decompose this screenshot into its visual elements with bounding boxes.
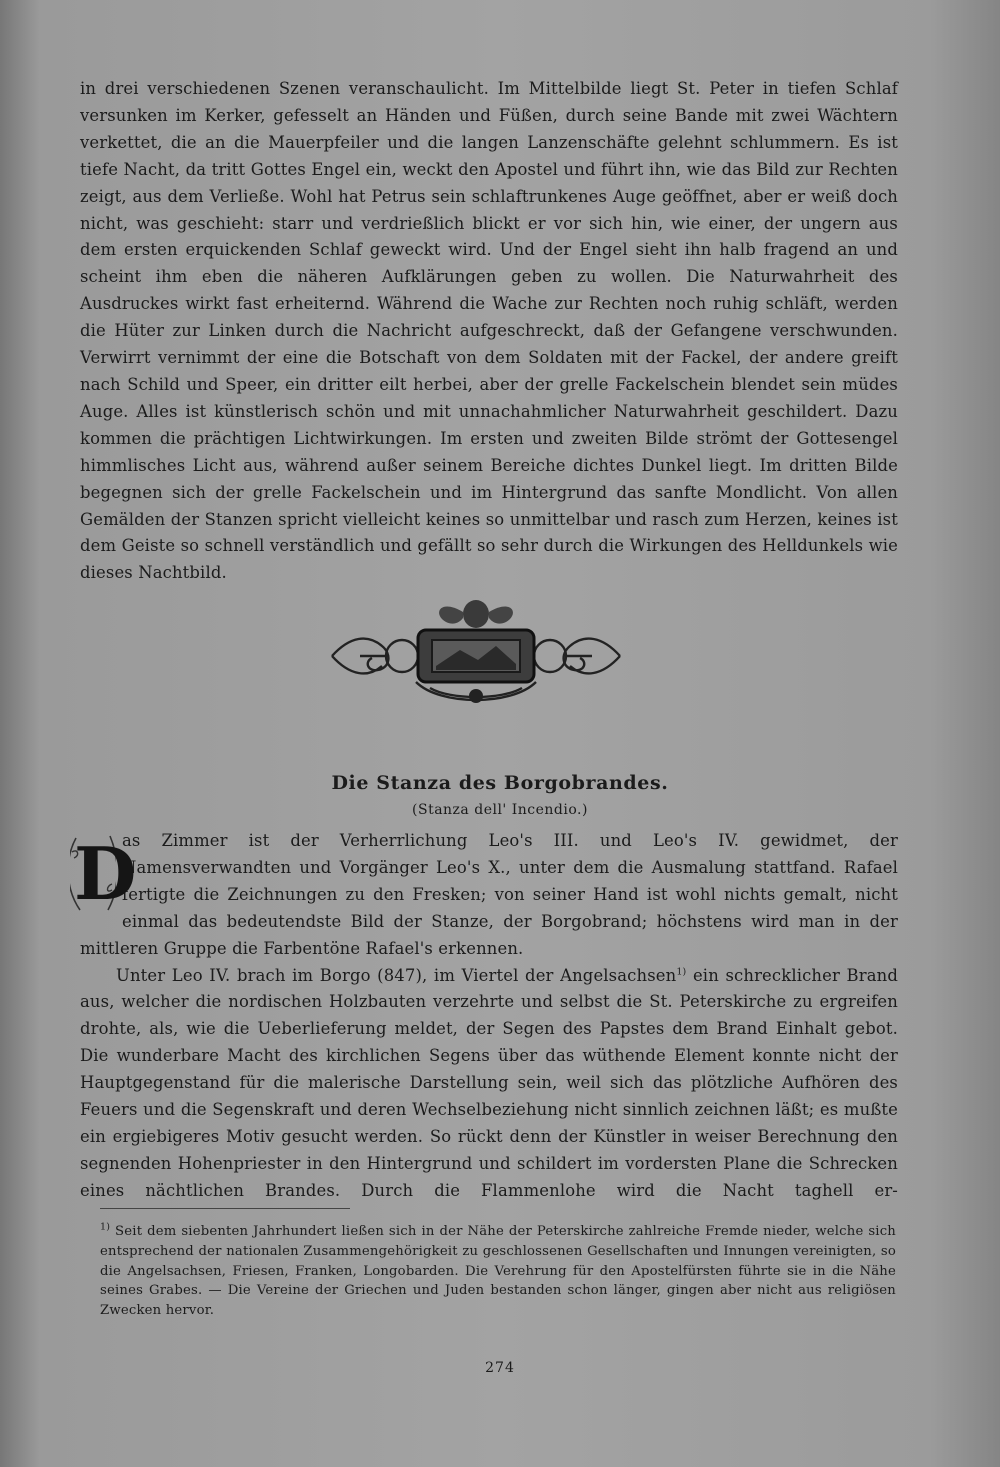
paragraph-borgo-fire (80, 963, 898, 1205)
footnote (100, 1222, 896, 1321)
decorated-initial-icon (70, 830, 137, 916)
footnote-divider (100, 1208, 350, 1209)
paragraph-room-dedication: as Zimmer ist der Verherrlichung Leo's III. und Leo's IV. gewidmet, der Namensverwandten und Vorgänger Leo's X., unter dem die Ausmalung stattfand. Rafael fertigte die Zeichnungen zu den Fresken; von seiner Hand ist wohl nichts gemalt, nicht einmal das bedeutendste Bild der Stanze, der Borgobrand; höchstens wird man in der mittleren Gruppe die Farbentöne Rafael's erkennen. (80, 831, 898, 958)
drop-cap-letter: D (74, 831, 137, 916)
footnote-number: 1) (100, 1221, 111, 1233)
paragraph-borgo-fire-rest: ein schrecklicher Brand aus, welcher die nordischen Holzbauten verzehrte und selbst die St. Peterskirche zu ergreifen drohte, als, wie die Ueberlieferung meldet, der Segen des Papstes dem Brand Einhalt gebot. Die wunderbare Macht des kirchlichen Segens über das wüthende Element konnte nicht der Hauptgegenstand für die malerische Darstellung sein, weil sich das plötzliche Aufhören des Feuers und die Segenskraft und deren Wechselbeziehung nicht sinnlich zeichnen läßt; es mußte ein ergiebigeres Motiv gesucht werden. So rückt denn der Künstler in weiser Berechnung den segnenden Hohenpriester in den Hintergrund und schildert im vordersten Plane die Schrecken eines nächtlichen Brandes. Durch die Flammenlohe wird die Nacht taghell er- (80, 965, 898, 1200)
text-column-bottom (74, 828, 898, 1205)
section-subheading: (Stanza dell' Incendio.) (412, 802, 588, 818)
paragraph-peter-liberation: in drei verschiedenen Szenen veranschaulicht. Im Mittelbilde liegt St. Peter in tiefen Schlaf versunken im Kerker, gefesselt an Händen und Füßen, durch seine Bande mit zwei Wächtern verkettet, die an die Mauerpfeiler und die langen Lanzenschäfte gelehnt schlummern. Es ist tiefe Nacht, da tritt Gottes Engel ein, weckt den Apostel und führt ihn, wie das Bild zur Rechten zeigt, aus dem Verließe. Wohl hat Petrus sein schlaftrunkenes Auge geöffnet, aber er weiß doch nicht, was geschieht: starr und verdrießlich blickt er vor sich hin, wie einer, der ungern aus dem ersten erquickenden Schlaf geweckt wird. Und der Engel sieht ihn halb fragend an und scheint ihm eben die näheren Aufklärungen geben zu wollen. Die Naturwahrheit des Ausdruckes wirkt fast erheiternd. Während die Wache zur Rechten noch ruhig schläft, werden die Hüter zur Linken durch die Nachricht aufgeschreckt, daß der Gefangene verschwunden. Verwirrt vernimmt der eine die Botschaft von dem Soldaten mit der Fackel, der andere greift nach Schild und Speer, ein dritter eilt herbei, aber der grelle Fackelschein blendet sein müdes Auge. Alles ist künstlerisch schön und mit unnachahmlicher Naturwahrheit geschildert. Dazu kommen die prächtigen Lichtwirkungen. Im ersten und zweiten Bilde strömt der Gottesengel himmlisches Licht aus, während außer seinem Bereiche dichtes Dunkel liegt. Im dritten Bilde begegnen sich der grelle Fackelschein und im Hintergrund das sanfte Mondlicht. Von allen Gemälden der Stanzen spricht vielleicht keines so unmittelbar und rasch zum Herzen, keines ist dem Geiste so schnell verständlich und gefällt so sehr durch die Wirkungen des Helldunkels wie dieses Nachtbild. (80, 79, 898, 583)
section-heading: Die Stanza des Borgobrandes. (331, 772, 669, 794)
text-column-top (80, 76, 898, 587)
footnote-reference: 1) (676, 966, 687, 978)
page-number: 274 (485, 1360, 515, 1376)
footnote-text: Seit dem siebenten Jahrhundert ließen sich in der Nähe der Peterskirche zahlreiche Fremde nieder, welche sich entsprechend der nationalen Zusammengehörigkeit zu geschlossenen Gesellschaften und Innungen vereinigten, so die Angelsachsen, Friesen, Franken, Longobarden. Die Verehrung für den Apostelfürsten führte sie in die Nähe seines Grabes. — Die Vereine der Griechen und Juden bestanden schon länger, gingen aber nicht aus religiösen Zwecken hervor. (100, 1224, 896, 1319)
cherub-cartouche-ornament-icon (320, 588, 632, 722)
paragraph-borgo-fire-start: Unter Leo IV. brach im Borgo (847), im Viertel der Angelsachsen (116, 965, 677, 985)
